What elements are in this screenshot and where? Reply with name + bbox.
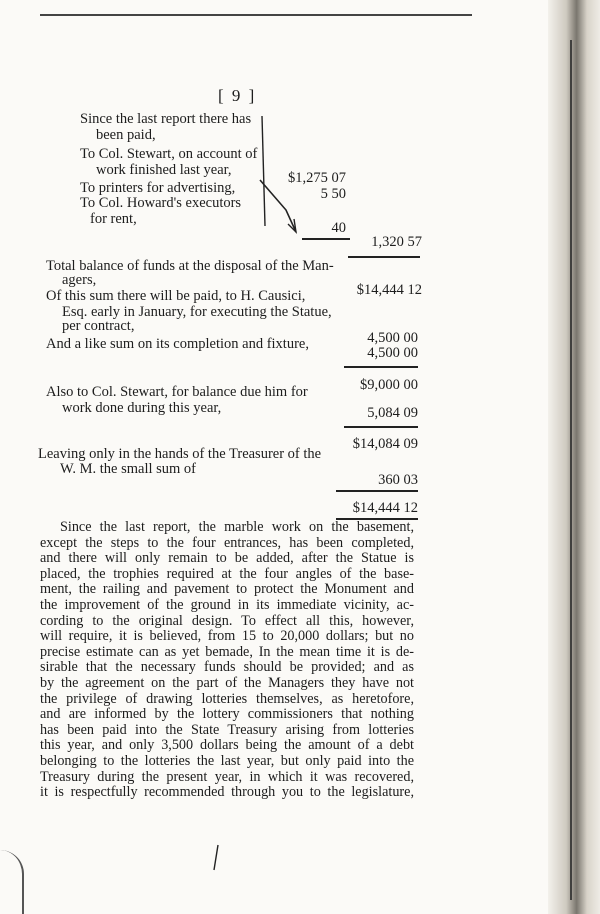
s4-line-2: W. M. the small sum of xyxy=(60,461,197,477)
ink-stroke-1 xyxy=(262,116,265,226)
paragraph-line: precise estimate can as yet bemade, In the mean time it is de- xyxy=(40,643,414,660)
paragraph-line: has been paid into the State Treasury arising from lotteries xyxy=(40,721,414,738)
s2-line-2: agers, xyxy=(62,272,97,288)
s2-line-5: per contract, xyxy=(62,318,135,334)
paragraph-line: will require, it is believed, from 15 to 20,000 dollars; but no xyxy=(40,628,414,645)
s2-line-3: Of this sum there will be paid, to H. Causici, xyxy=(46,288,306,304)
s4-small-sum: 360 03 xyxy=(378,472,418,488)
s1-amount-stewart: $1,275 07 xyxy=(288,170,346,186)
s1-line-7: for rent, xyxy=(90,211,137,227)
s2-sum-rule xyxy=(344,366,418,368)
s1-line-4: work finished last year, xyxy=(96,162,232,178)
body-paragraph xyxy=(40,520,414,801)
paragraph-line: placed, the trophies required at the four angles of the base- xyxy=(40,565,414,582)
s4-grand-total: $14,444 12 xyxy=(352,500,418,516)
paragraph-line: the improvement of the ground in its immediate vicinity, ac- xyxy=(40,596,414,613)
s1-line-1: Since the last report there has xyxy=(80,111,252,127)
s2-total-balance: $14,444 12 xyxy=(356,282,422,298)
paragraph-line: the privilege of drawing lotteries themselves, as heretofore, xyxy=(40,690,414,707)
s3-subtotal: $9,000 00 xyxy=(360,377,418,393)
s2-line-1: Total balance of funds at the disposal of the Man- xyxy=(46,258,334,274)
s2-completion-amount: 4,500 00 xyxy=(367,345,418,361)
s1-amount-printers: 5 50 xyxy=(320,186,346,202)
paragraph-line: and there will only remain to be added, after the Statue is xyxy=(40,550,414,567)
paragraph-line: and are informed by the lottery commissioners that nothing xyxy=(40,706,414,723)
ink-arrowhead xyxy=(288,219,296,232)
s1-total: 1,320 57 xyxy=(371,234,422,250)
s2-line-6: And a like sum on its completion and fixture, xyxy=(46,336,309,352)
s3-balance-amount: 5,084 09 xyxy=(367,405,418,421)
s4-subtotal: $14,084 09 xyxy=(352,436,418,452)
s2-line-4: Esq. early in January, for executing the Statue, xyxy=(62,304,332,320)
page-number: [ 9 ] xyxy=(218,86,257,105)
paragraph-line: cording to the original design. To effect all this, however, xyxy=(40,612,414,629)
s1-line-2: been paid, xyxy=(96,127,156,143)
s3-line-1: Also to Col. Stewart, for balance due him for xyxy=(46,384,308,400)
s4-line-1: Leaving only in the hands of the Treasurer of the xyxy=(38,446,322,462)
paragraph-line: by the agreement on the part of the Managers they have not xyxy=(40,674,414,691)
s3-sum-rule xyxy=(344,426,418,428)
paragraph-line: ment, the railing and pavement to protect the Monument and xyxy=(40,581,414,598)
paragraph-line: it is respectfully recommended through you to the legislature, xyxy=(40,784,414,801)
s3-line-2: work done during this year, xyxy=(62,400,222,416)
s4-sum-rule xyxy=(336,490,418,492)
paragraph-line: except the steps to the four entrances, has been completed, xyxy=(40,534,414,551)
paragraph-line: Treasury during the present year, in which it was recovered, xyxy=(40,768,414,785)
s1-line-5: To printers for advertising, xyxy=(80,180,236,196)
ink-stroke-3 xyxy=(214,845,218,870)
paragraph-line: belonging to the lotteries the last year, but only paid into the xyxy=(40,752,414,769)
s1-amount-rent: 40 xyxy=(331,220,346,236)
s1-line-3: To Col. Stewart, on account of xyxy=(80,146,258,162)
s1-line-6: To Col. Howard's executors xyxy=(80,195,242,211)
paragraph-line: this year, and only 3,500 dollars being the amount of a debt xyxy=(40,737,414,754)
s2-contract-amount: 4,500 00 xyxy=(367,330,418,346)
paragraph-line: sirable that the necessary funds should be provided; and as xyxy=(40,659,414,676)
paragraph-line: Since the last report, the marble work on the basement, xyxy=(60,519,414,535)
